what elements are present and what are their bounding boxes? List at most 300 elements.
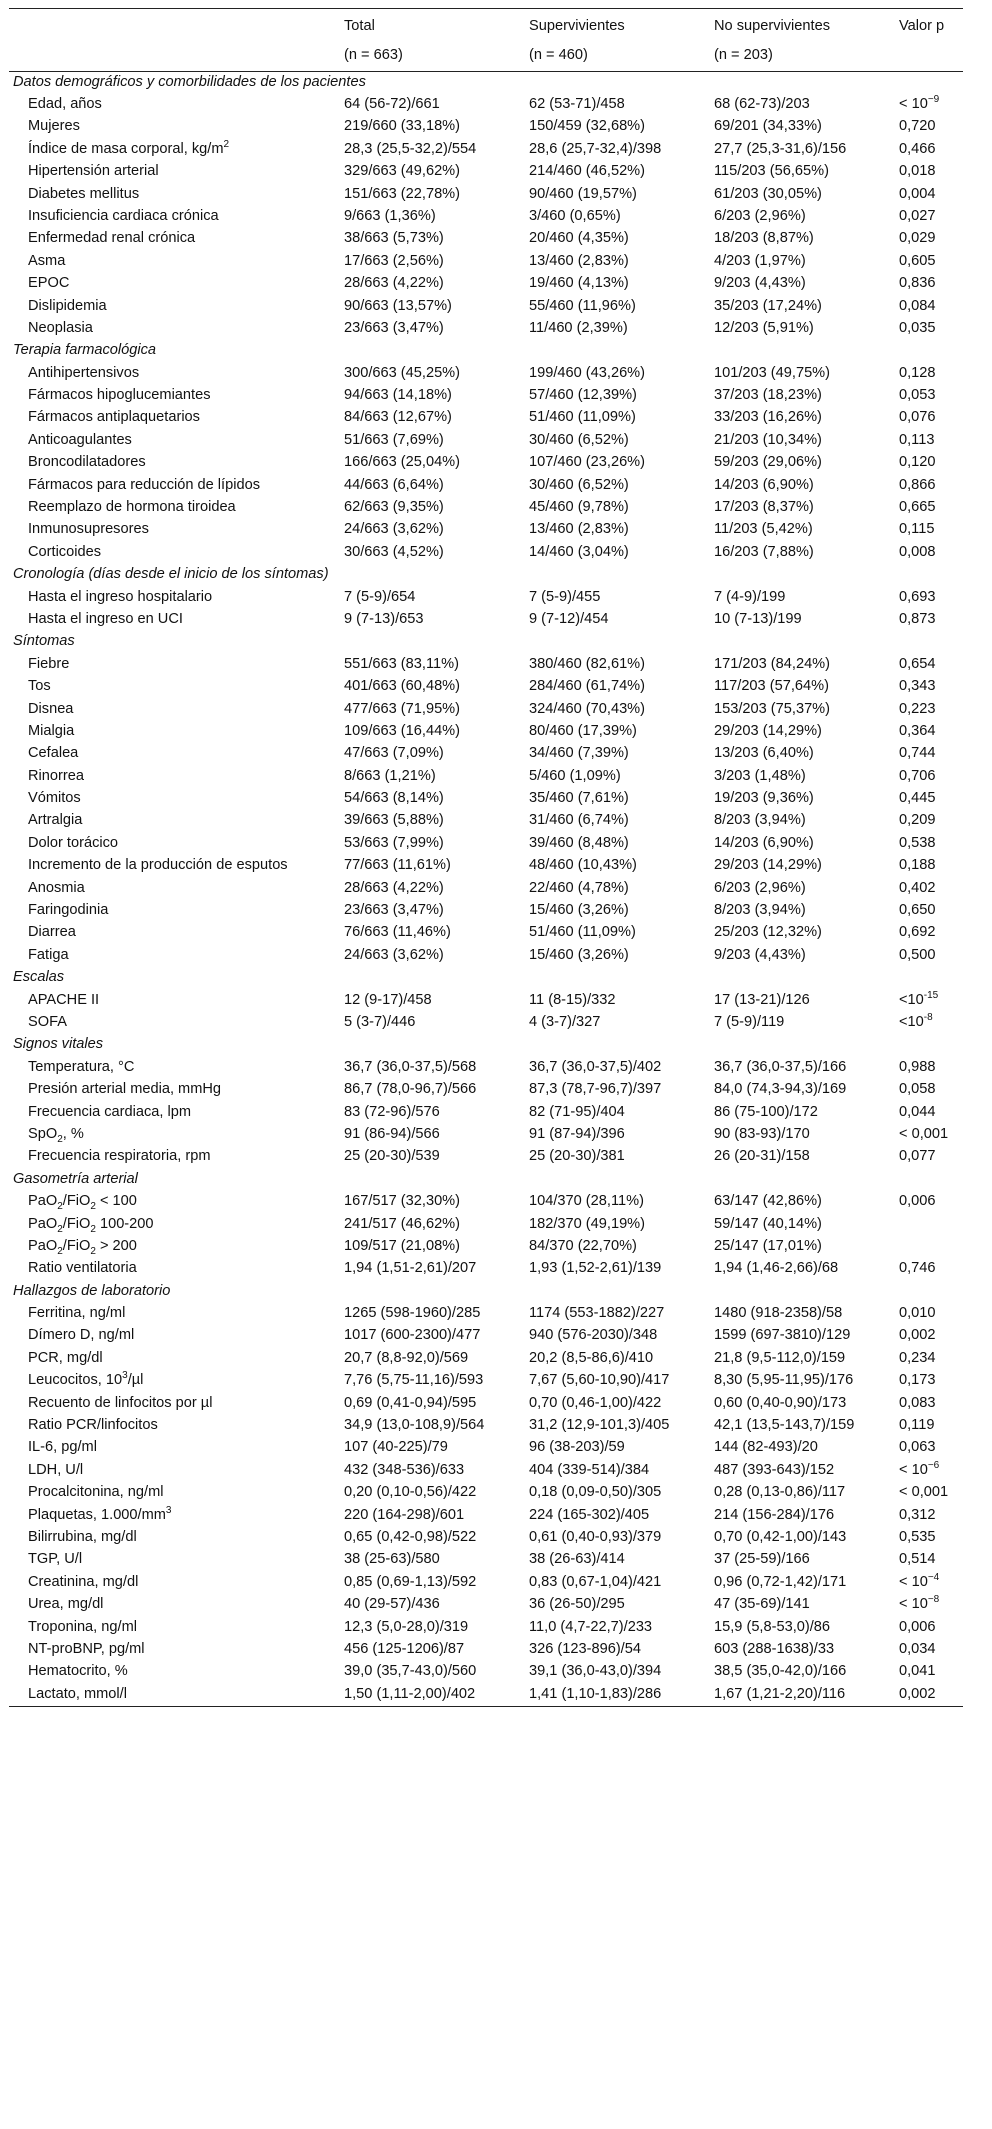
table-body: [9, 71, 963, 1707]
cell-non-survivors: 38,5 (35,0-42,0)/166: [714, 1663, 847, 1680]
table-row: [9, 1594, 963, 1616]
cell-non-survivors: 59/147 (40,14%): [714, 1215, 822, 1232]
cell-survivors: 0,61 (0,40-0,93)/379: [529, 1528, 662, 1545]
cell-survivors: 4 (3-7)/327: [529, 1014, 601, 1030]
table-row: [9, 1393, 963, 1415]
row-label: PaO$_2$/FiO$_2$ < 100: [28, 1193, 137, 1213]
cell-survivors: 20/460 (4,35%): [529, 230, 629, 247]
cell-survivors: 284/460 (61,74%): [529, 678, 646, 695]
cell-non-survivors: 0,28 (0,13-0,86)/117: [714, 1484, 846, 1501]
cell-survivors: 15/460 (3,26%): [529, 946, 629, 963]
cell-survivors: 940 (576-2030)/348: [529, 1327, 658, 1344]
cell-non-survivors: 10 (7-13)/199: [714, 610, 802, 627]
row-label: Fiebre: [28, 655, 70, 672]
row-label: Hasta el ingreso en UCI: [28, 610, 183, 627]
cell-non-survivors: 4/203 (1,97%): [714, 252, 806, 269]
table-row: [9, 296, 963, 318]
cell-p-value: 0,209: [899, 812, 936, 829]
cell-total: 90/663 (13,57%): [344, 297, 452, 314]
cell-non-survivors: 171/203 (84,24%): [714, 655, 831, 672]
row-label: Creatinina, mg/dl: [28, 1573, 139, 1590]
cell-survivors: 87,3 (78,7-96,7)/397: [529, 1081, 662, 1098]
cell-non-survivors: 68 (62-73)/203: [714, 95, 810, 112]
table-row: [9, 542, 963, 564]
table-row: [9, 1415, 963, 1437]
table-row: [9, 1661, 963, 1683]
row-label: EPOC: [28, 275, 70, 292]
cell-p-value: 0,010: [899, 1305, 936, 1322]
cell-total: 62/663 (9,35%): [344, 499, 444, 516]
cell-non-survivors: 19/203 (9,36%): [714, 790, 814, 807]
table-row: [9, 1079, 963, 1101]
cell-total: 51/663 (7,69%): [344, 431, 444, 448]
header-n-p: [895, 44, 963, 71]
cell-survivors: 324/460 (70,43%): [529, 700, 646, 717]
table-row: [9, 766, 963, 788]
cell-p-value: 0,173: [899, 1372, 936, 1389]
cell-survivors: 1,93 (1,52-2,61)/139: [529, 1260, 662, 1277]
cell-p-value: 0,119: [899, 1417, 935, 1434]
header-n-total: (n = 663): [340, 44, 525, 71]
cell-p-value: 0,002: [899, 1685, 936, 1702]
table-row: [9, 587, 963, 609]
row-label: Troponina, ng/ml: [28, 1618, 137, 1635]
cell-total: 166/663 (25,04%): [344, 454, 461, 471]
section-row: [9, 1281, 963, 1303]
cell-survivors: 20,2 (8,5-86,6)/410: [529, 1349, 654, 1366]
row-label: Diabetes mellitus: [28, 185, 140, 202]
cell-survivors: 11/460 (2,39%): [529, 319, 628, 336]
cell-total: 1017 (600-2300)/477: [344, 1327, 481, 1344]
section-row: [9, 564, 963, 586]
cell-non-survivors: 7 (5-9)/119: [714, 1014, 785, 1030]
cell-total: 551/663 (83,11%): [344, 655, 459, 672]
cell-non-survivors: 7 (4-9)/199: [714, 588, 786, 605]
cell-p-value: 0,466: [899, 140, 936, 157]
cell-survivors: 404 (339-514)/384: [529, 1461, 650, 1478]
cell-total: 0,69 (0,41-0,94)/595: [344, 1394, 477, 1411]
cell-non-survivors: 18/203 (8,87%): [714, 230, 814, 247]
row-label: Fármacos hipoglucemiantes: [28, 387, 211, 404]
section-title: Gasometría arterial: [13, 1170, 138, 1187]
cell-non-survivors: 12/203 (5,91%): [714, 319, 814, 336]
cell-p-value: 0,312: [899, 1506, 936, 1523]
cell-non-survivors: 144 (82-493)/20: [714, 1439, 818, 1456]
cell-non-survivors: 33/203 (16,26%): [714, 409, 822, 426]
cell-total: 9/663 (1,36%): [344, 207, 436, 224]
cell-total: 23/663 (3,47%): [344, 902, 444, 919]
cell-survivors: 19/460 (4,13%): [529, 275, 629, 292]
table-row: [9, 1684, 963, 1707]
cell-total: 40 (29-57)/436: [344, 1596, 440, 1613]
cell-p-value: 0,706: [899, 767, 936, 784]
cell-survivors: 80/460 (17,39%): [529, 722, 637, 739]
cell-total: 91 (86-94)/566: [344, 1125, 440, 1142]
cell-p-value: 0,650: [899, 902, 936, 919]
cell-p-value: 0,538: [899, 834, 936, 851]
cell-survivors: 7 (5-9)/455: [529, 588, 601, 605]
cell-p-value: 0,034: [899, 1640, 936, 1657]
cell-p-value: 0,063: [899, 1439, 936, 1456]
cell-survivors: 82 (71-95)/404: [529, 1103, 625, 1120]
row-label: Frecuencia cardiaca, lpm: [28, 1103, 192, 1120]
cell-non-survivors: 153/203 (75,37%): [714, 700, 831, 717]
section-row: [9, 1034, 963, 1056]
header-label-col: [9, 9, 340, 45]
section-row: [9, 1169, 963, 1191]
table-row: [9, 116, 963, 138]
cell-total: 456 (125-1206)/87: [344, 1640, 465, 1657]
cell-p-value: 0,445: [899, 790, 936, 807]
cell-non-survivors: 6/203 (2,96%): [714, 879, 806, 896]
cell-total: 23/663 (3,47%): [344, 319, 444, 336]
cell-p-value: < $10^{-4}$: [899, 1571, 940, 1590]
row-label: IL-6, pg/ml: [28, 1439, 97, 1456]
header-survivors: Supervivientes: [529, 18, 625, 34]
row-label: Cefalea: [28, 745, 79, 762]
cell-p-value: 0,693: [899, 588, 936, 605]
cell-total: 7,76 (5,75-11,16)/593: [344, 1372, 484, 1389]
table-row: [9, 676, 963, 698]
cell-survivors: 38 (26-63)/414: [529, 1551, 625, 1568]
table-row: [9, 990, 963, 1012]
cell-survivors: 31/460 (6,74%): [529, 812, 629, 829]
row-label: Inmunosupresores: [28, 521, 149, 538]
cell-p-value: 0,836: [899, 275, 936, 292]
table-row: [9, 430, 963, 452]
row-label: NT-proBNP, pg/ml: [28, 1640, 145, 1657]
header-n-label: [9, 44, 340, 71]
cell-survivors: 51/460 (11,09%): [529, 409, 636, 426]
cell-total: 38/663 (5,73%): [344, 230, 444, 247]
cell-p-value: 0,188: [899, 857, 936, 874]
cell-total: 0,20 (0,10-0,56)/422: [344, 1484, 477, 1501]
section-title: Síntomas: [13, 633, 75, 650]
cell-non-survivors: 8/203 (3,94%): [714, 902, 806, 919]
cell-p-value: $<10^{-15}$: [899, 989, 939, 1008]
table-row: [9, 475, 963, 497]
section-title: Hallazgos de laboratorio: [13, 1282, 171, 1299]
cell-non-survivors: 16/203 (7,88%): [714, 543, 814, 560]
section-title: Cronología (días desde el inicio de los síntomas): [13, 566, 329, 583]
cell-non-survivors: 9/203 (4,43%): [714, 275, 806, 292]
cell-p-value: < $10^{-6}$: [899, 1459, 940, 1478]
table-row: [9, 1303, 963, 1325]
cell-p-value: 0,083: [899, 1394, 936, 1411]
cell-survivors: 15/460 (3,26%): [529, 902, 629, 919]
cell-p-value: 0,035: [899, 319, 936, 336]
table-row: [9, 184, 963, 206]
cell-non-survivors: 0,96 (0,72-1,42)/171: [714, 1573, 847, 1590]
header-n-row: [9, 44, 963, 71]
row-label: Índice de masa corporal, $kg/m^2$: [28, 138, 230, 157]
cell-p-value: 0,029: [899, 230, 936, 247]
cell-p-value: 0,744: [899, 745, 936, 762]
cell-p-value: 0,084: [899, 297, 936, 314]
cell-non-survivors: 35/203 (17,24%): [714, 297, 822, 314]
table-row: [9, 1214, 963, 1236]
cell-total: 477/663 (71,95%): [344, 700, 461, 717]
row-label: Recuento de linfocitos por µl: [28, 1394, 213, 1411]
cell-survivors: 380/460 (82,61%): [529, 655, 646, 672]
cell-non-survivors: 84,0 (74,3-94,3)/169: [714, 1081, 847, 1098]
table-row: [9, 363, 963, 385]
cell-total: 12,3 (5,0-28,0)/319: [344, 1618, 469, 1635]
cell-total: 54/663 (8,14%): [344, 790, 444, 807]
cell-non-survivors: 487 (393-643)/152: [714, 1461, 835, 1478]
cell-non-survivors: 29/203 (14,29%): [714, 857, 822, 874]
row-label: Anosmia: [28, 879, 85, 896]
cell-p-value: 0,343: [899, 678, 936, 695]
row-label: Fatiga: [28, 946, 69, 963]
cell-total: 28,3 (25,5-32,2)/554: [344, 140, 477, 157]
cell-total: 241/517 (46,62%): [344, 1215, 461, 1232]
cell-p-value: 0,044: [899, 1103, 936, 1120]
cell-total: 219/660 (33,18%): [344, 118, 461, 135]
section-row: [9, 631, 963, 653]
row-label: Mialgia: [28, 722, 75, 739]
cell-p-value: 0,720: [899, 118, 936, 135]
row-label: SOFA: [28, 1014, 67, 1030]
row-label: Bilirrubina, mg/dl: [28, 1528, 137, 1545]
row-label: APACHE II: [28, 991, 100, 1008]
row-label: PCR, mg/dl: [28, 1349, 103, 1366]
cell-total: 83 (72-96)/576: [344, 1103, 440, 1120]
row-label: Enfermedad renal crónica: [28, 230, 196, 247]
cell-total: 329/663 (49,62%): [344, 163, 461, 180]
cell-survivors: 9 (7-12)/454: [529, 610, 609, 627]
cell-non-survivors: 37/203 (18,23%): [714, 387, 822, 404]
cell-non-survivors: 214 (156-284)/176: [714, 1506, 835, 1523]
cell-p-value: < $10^{-8}$: [899, 1594, 940, 1613]
table-row: [9, 1482, 963, 1504]
row-label: Procalcitonina, ng/ml: [28, 1484, 164, 1501]
cell-survivors: 1,41 (1,10-1,83)/286: [529, 1685, 662, 1702]
cell-p-value: 0,654: [899, 655, 936, 672]
cell-non-survivors: 17 (13-21)/126: [714, 991, 810, 1008]
cell-non-survivors: 29/203 (14,29%): [714, 722, 822, 739]
cell-total: 30/663 (4,52%): [344, 543, 444, 560]
cell-p-value: 0,500: [899, 946, 936, 963]
table-row: [9, 855, 963, 877]
cell-non-survivors: 115/203 (56,65%): [714, 163, 829, 180]
table-row: [9, 878, 963, 900]
row-label: Dímero D, ng/ml: [28, 1327, 135, 1344]
header-non-survivors: No supervivientes: [714, 18, 830, 34]
cell-total: 39,0 (35,7-43,0)/560: [344, 1663, 477, 1680]
cell-total: 9 (7-13)/653: [344, 610, 424, 627]
cell-p-value: $<10^{-8}$: [899, 1012, 933, 1030]
cell-non-survivors: 42,1 (13,5-143,7)/159: [714, 1417, 855, 1434]
cell-survivors: 90/460 (19,57%): [529, 185, 637, 202]
cell-total: 94/663 (14,18%): [344, 387, 452, 404]
row-label: Incremento de la producción de esputos: [28, 857, 288, 874]
cell-p-value: [895, 1214, 963, 1236]
table-row: [9, 1639, 963, 1661]
table-row: [9, 1527, 963, 1549]
row-label: Temperatura, °C: [28, 1058, 135, 1075]
cell-p-value: 0,008: [899, 543, 936, 560]
row-label: Urea, mg/dl: [28, 1596, 104, 1613]
header-p-value: Valor p: [899, 18, 945, 34]
cell-p-value: 0,006: [899, 1193, 936, 1210]
cell-non-survivors: 90 (83-93)/170: [714, 1125, 810, 1142]
cell-total: 39/663 (5,88%): [344, 812, 444, 829]
section-title: Signos vitales: [13, 1036, 104, 1053]
table-row: [9, 228, 963, 250]
cell-survivors: 199/460 (43,26%): [529, 364, 646, 381]
cell-total: 167/517 (32,30%): [344, 1193, 461, 1210]
cell-p-value: 0,364: [899, 722, 936, 739]
section-row: [9, 967, 963, 989]
row-label: Corticoides: [28, 543, 101, 560]
cell-total: 220 (164-298)/601: [344, 1506, 465, 1523]
cell-survivors: 5/460 (1,09%): [529, 767, 621, 784]
row-label: Leucocitos, $10^3/\mu l$: [28, 1370, 144, 1389]
cell-total: 20,7 (8,8-92,0)/569: [344, 1349, 469, 1366]
cell-non-survivors: 37 (25-59)/166: [714, 1551, 810, 1568]
table-row: [9, 922, 963, 944]
cell-survivors: 224 (165-302)/405: [529, 1506, 650, 1523]
cell-total: 25 (20-30)/539: [344, 1148, 440, 1165]
cell-total: 0,85 (0,69-1,13)/592: [344, 1573, 477, 1590]
cell-non-survivors: 25/147 (17,01%): [714, 1237, 822, 1254]
cell-total: 109/663 (16,44%): [344, 722, 461, 739]
cell-p-value: 0,120: [899, 454, 936, 471]
row-label: Antihipertensivos: [28, 364, 140, 381]
cell-non-survivors: 603 (288-1638)/33: [714, 1640, 835, 1657]
table-row: [9, 1258, 963, 1280]
cell-non-survivors: 61/203 (30,05%): [714, 185, 822, 202]
cell-non-survivors: 15,9 (5,8-53,0)/86: [714, 1618, 831, 1635]
row-label: Neoplasia: [28, 319, 93, 336]
cell-total: 76/663 (11,46%): [344, 924, 451, 941]
row-label: Fármacos para reducción de lípidos: [28, 476, 260, 493]
cell-total: 0,65 (0,42-0,98)/522: [344, 1528, 477, 1545]
section-title: Datos demográficos y comorbilidades de los pacientes: [13, 73, 366, 90]
table-row: [9, 452, 963, 474]
cell-survivors: 84/370 (22,70%): [529, 1237, 637, 1254]
table-row: [9, 721, 963, 743]
cell-non-survivors: 26 (20-31)/158: [714, 1148, 810, 1165]
cell-total: 401/663 (60,48%): [344, 678, 461, 695]
row-label: Frecuencia respiratoria, rpm: [28, 1148, 211, 1165]
table-row: [9, 1325, 963, 1347]
cell-total: 34,9 (13,0-108,9)/564: [344, 1417, 485, 1434]
cell-total: 1265 (598-1960)/285: [344, 1305, 481, 1322]
table-row: [9, 206, 963, 228]
table-row: [9, 1348, 963, 1370]
row-label: Disnea: [28, 700, 74, 717]
cell-p-value: [895, 1236, 963, 1258]
cell-non-survivors: 36,7 (36,0-37,5)/166: [714, 1058, 847, 1075]
row-label: Reemplazo de hormona tiroidea: [28, 499, 236, 516]
table-row: [9, 1102, 963, 1124]
table-row: [9, 1572, 963, 1594]
cell-non-survivors: 25/203 (12,32%): [714, 924, 822, 941]
cell-survivors: 36,7 (36,0-37,5)/402: [529, 1058, 662, 1075]
row-label: TGP, U/l: [28, 1551, 83, 1568]
cell-p-value: 0,746: [899, 1260, 936, 1277]
cell-survivors: 1174 (553-1882)/227: [529, 1305, 665, 1322]
table-row: [9, 519, 963, 541]
row-label: Lactato, mmol/l: [28, 1685, 127, 1702]
cell-p-value: 0,223: [899, 700, 936, 717]
table-row: [9, 1549, 963, 1571]
cell-survivors: 182/370 (49,19%): [529, 1215, 646, 1232]
cell-p-value: < 0,001: [899, 1484, 949, 1501]
table-row: [9, 743, 963, 765]
cell-survivors: 55/460 (11,96%): [529, 297, 636, 314]
row-label: LDH, U/l: [28, 1461, 84, 1478]
cell-non-survivors: 27,7 (25,3-31,6)/156: [714, 140, 847, 157]
header-row: [9, 9, 963, 45]
cell-p-value: 0,004: [899, 185, 936, 202]
table-row: [9, 161, 963, 183]
cell-non-survivors: 47 (35-69)/141: [714, 1596, 810, 1613]
row-label: SpO$_2$, %: [28, 1125, 84, 1145]
cell-survivors: 0,70 (0,46-1,00)/422: [529, 1394, 662, 1411]
cell-survivors: 13/460 (2,83%): [529, 252, 629, 269]
cell-survivors: 326 (123-896)/54: [529, 1640, 641, 1657]
cell-non-survivors: 8/203 (3,94%): [714, 812, 806, 829]
section-title: Terapia farmacológica: [13, 342, 157, 359]
table-row: [9, 654, 963, 676]
table-row: [9, 1012, 963, 1034]
row-label: Edad, años: [28, 95, 102, 112]
cell-survivors: 30/460 (6,52%): [529, 476, 629, 493]
cell-total: 77/663 (11,61%): [344, 857, 451, 874]
patient-characteristics-table: [9, 8, 963, 1707]
table-row: [9, 94, 963, 116]
section-title: Escalas: [13, 969, 65, 986]
cell-total: 17/663 (2,56%): [344, 252, 444, 269]
cell-survivors: 25 (20-30)/381: [529, 1148, 625, 1165]
cell-total: 12 (9-17)/458: [344, 991, 432, 1008]
cell-total: 24/663 (3,62%): [344, 946, 444, 963]
table-row: [9, 1460, 963, 1482]
cell-p-value: 0,988: [899, 1058, 936, 1075]
cell-p-value: 0,128: [899, 364, 936, 381]
cell-total: 44/663 (6,64%): [344, 476, 444, 493]
cell-survivors: 107/460 (23,26%): [529, 454, 646, 471]
cell-total: 28/663 (4,22%): [344, 275, 444, 292]
cell-p-value: 0,402: [899, 879, 936, 896]
cell-non-survivors: 3/203 (1,48%): [714, 767, 806, 784]
cell-p-value: 0,002: [899, 1327, 936, 1344]
table-row: [9, 318, 963, 340]
cell-survivors: 14/460 (3,04%): [529, 543, 629, 560]
cell-survivors: 35/460 (7,61%): [529, 790, 629, 807]
table-row: [9, 273, 963, 295]
cell-non-survivors: 69/201 (34,33%): [714, 118, 822, 135]
row-label: Artralgia: [28, 812, 83, 829]
cell-survivors: 34/460 (7,39%): [529, 745, 629, 762]
row-label: Broncodilatadores: [28, 454, 146, 471]
cell-survivors: 22/460 (4,78%): [529, 879, 629, 896]
row-label: Vómitos: [28, 790, 81, 807]
table-row: [9, 1437, 963, 1459]
section-row: [9, 340, 963, 362]
cell-p-value: 0,115: [899, 521, 935, 538]
cell-survivors: 150/459 (32,68%): [529, 118, 646, 135]
row-label: Mujeres: [28, 118, 80, 135]
table-row: [9, 1124, 963, 1146]
cell-total: 432 (348-536)/633: [344, 1461, 465, 1478]
cell-survivors: 39,1 (36,0-43,0)/394: [529, 1663, 662, 1680]
cell-p-value: < $10^{-9}$: [899, 94, 940, 112]
table-row: [9, 945, 963, 967]
